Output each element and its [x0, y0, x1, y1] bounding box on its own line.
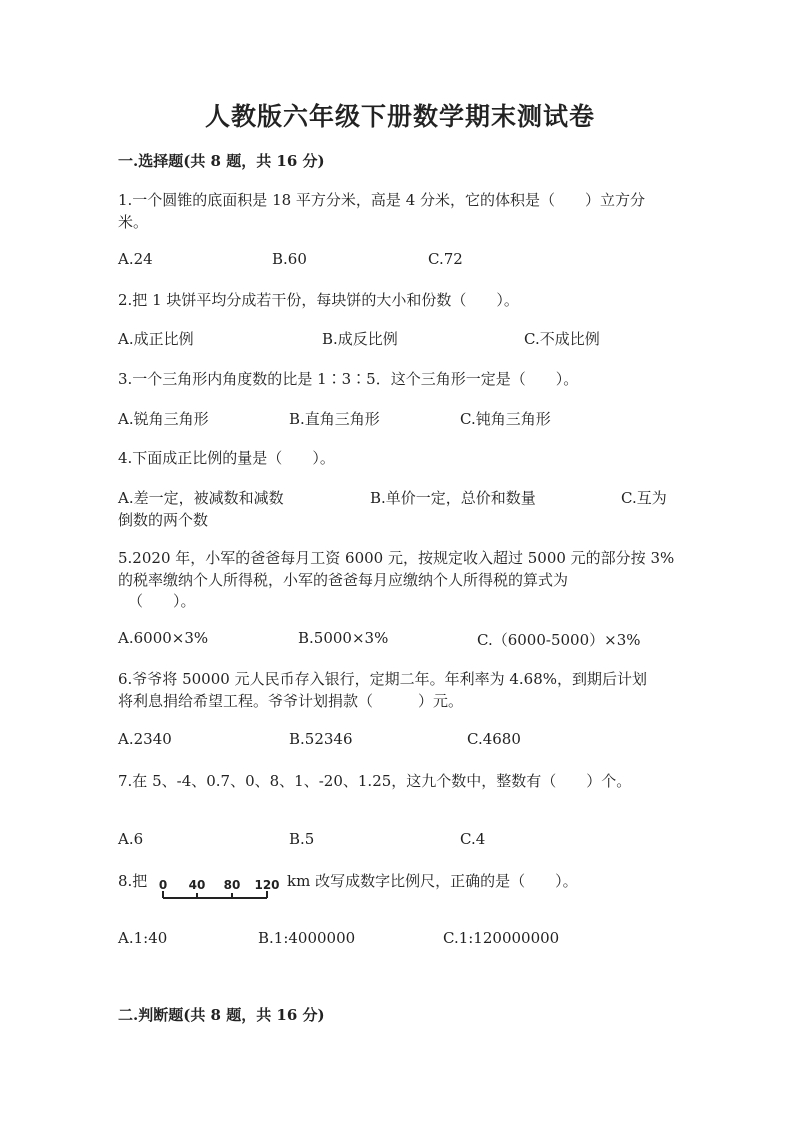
question-8-prefix: 8.把 — [118, 872, 148, 890]
question-6-line-2: 将利息捐给希望工程。爷爷计划捐款（ ）元。 — [118, 692, 464, 710]
question-3-option-c: C.钝角三角形 — [460, 410, 551, 428]
question-4-line-1: 4.下面成正比例的量是（ ）。 — [118, 449, 335, 467]
question-5-option-c: C.（6000-5000）×3% — [477, 631, 641, 649]
question-2-line-1: 2.把 1 块饼平均分成若干份，每块饼的大小和份数（ ）。 — [118, 291, 519, 309]
question-6-line-1: 6.爷爷将 50000 元人民币存入银行，定期二年。年利率为 4.68%，到期后计划 — [118, 670, 647, 688]
page-title: 人教版六年级下册数学期末测试卷 — [204, 102, 595, 131]
question-8-suffix: km 改写成数字比例尺，正确的是（ ）。 — [287, 872, 578, 890]
question-6-option-b: B.52346 — [289, 730, 353, 748]
question-1-line-2: 米。 — [118, 213, 149, 231]
question-1-option-b: B.60 — [272, 250, 307, 268]
question-2-option-b: B.成反比例 — [322, 330, 398, 348]
question-4-option-b: B.单价一定，总价和数量 — [370, 489, 536, 507]
question-3-line-1: 3.一个三角形内角度数的比是 1∶3∶5．这个三角形一定是（ ）。 — [118, 370, 579, 388]
scale-tick-label-0: 0 — [158, 878, 168, 892]
question-4-option-c: C.互为 — [621, 489, 667, 507]
question-5-option-a: A.6000×3% — [118, 629, 209, 647]
question-5-line-1: 5.2020 年，小军的爸爸每月工资 6000 元，按规定收入超过 5000 元的部分按 3% — [118, 549, 675, 567]
question-1-line-1: 1.一个圆锥的底面积是 18 平方分米，高是 4 分米，它的体积是（ ）立方分 — [118, 191, 646, 209]
question-6-option-c: C.4680 — [467, 730, 521, 748]
question-5-line-3: （ ）。 — [128, 592, 196, 610]
scale-tick-label-40: 40 — [188, 878, 206, 892]
scale-tick-label-120: 120 — [254, 878, 280, 892]
question-7-option-b: B.5 — [289, 830, 315, 848]
scale-bar-figure — [156, 876, 282, 902]
section-heading-true-false: 二.判断题(共 8 题，共 16 分) — [118, 1006, 325, 1024]
question-7-option-c: C.4 — [460, 830, 486, 848]
question-1-option-c: C.72 — [428, 250, 463, 268]
question-5-line-2: 的税率缴纳个人所得税，小军的爸爸每月应缴纳个人所得税的算式为 — [118, 571, 569, 589]
question-4-option-c-continuation: 倒数的两个数 — [118, 511, 209, 529]
question-8-option-b: B.1:4000000 — [258, 929, 356, 947]
section-heading-choice: 一.选择题(共 8 题，共 16 分) — [118, 152, 325, 170]
question-8-option-a: A.1:40 — [118, 929, 168, 947]
question-8-option-c: C.1:120000000 — [443, 929, 560, 947]
question-4-option-a: A.差一定，被减数和减数 — [118, 489, 284, 507]
question-2-option-a: A.成正比例 — [118, 330, 194, 348]
question-7-line-1: 7.在 5、-4、0.7、0、8、1、-20、1.25，这九个数中，整数有（ ）个。 — [118, 772, 632, 790]
question-3-option-b: B.直角三角形 — [289, 410, 380, 428]
question-1-option-a: A.24 — [118, 250, 153, 268]
scale-tick-label-80: 80 — [223, 878, 241, 892]
question-7-option-a: A.6 — [118, 830, 144, 848]
question-6-option-a: A.2340 — [118, 730, 172, 748]
question-5-option-b: B.5000×3% — [298, 629, 389, 647]
question-2-option-c: C.不成比例 — [524, 330, 600, 348]
question-3-option-a: A.锐角三角形 — [118, 410, 209, 428]
